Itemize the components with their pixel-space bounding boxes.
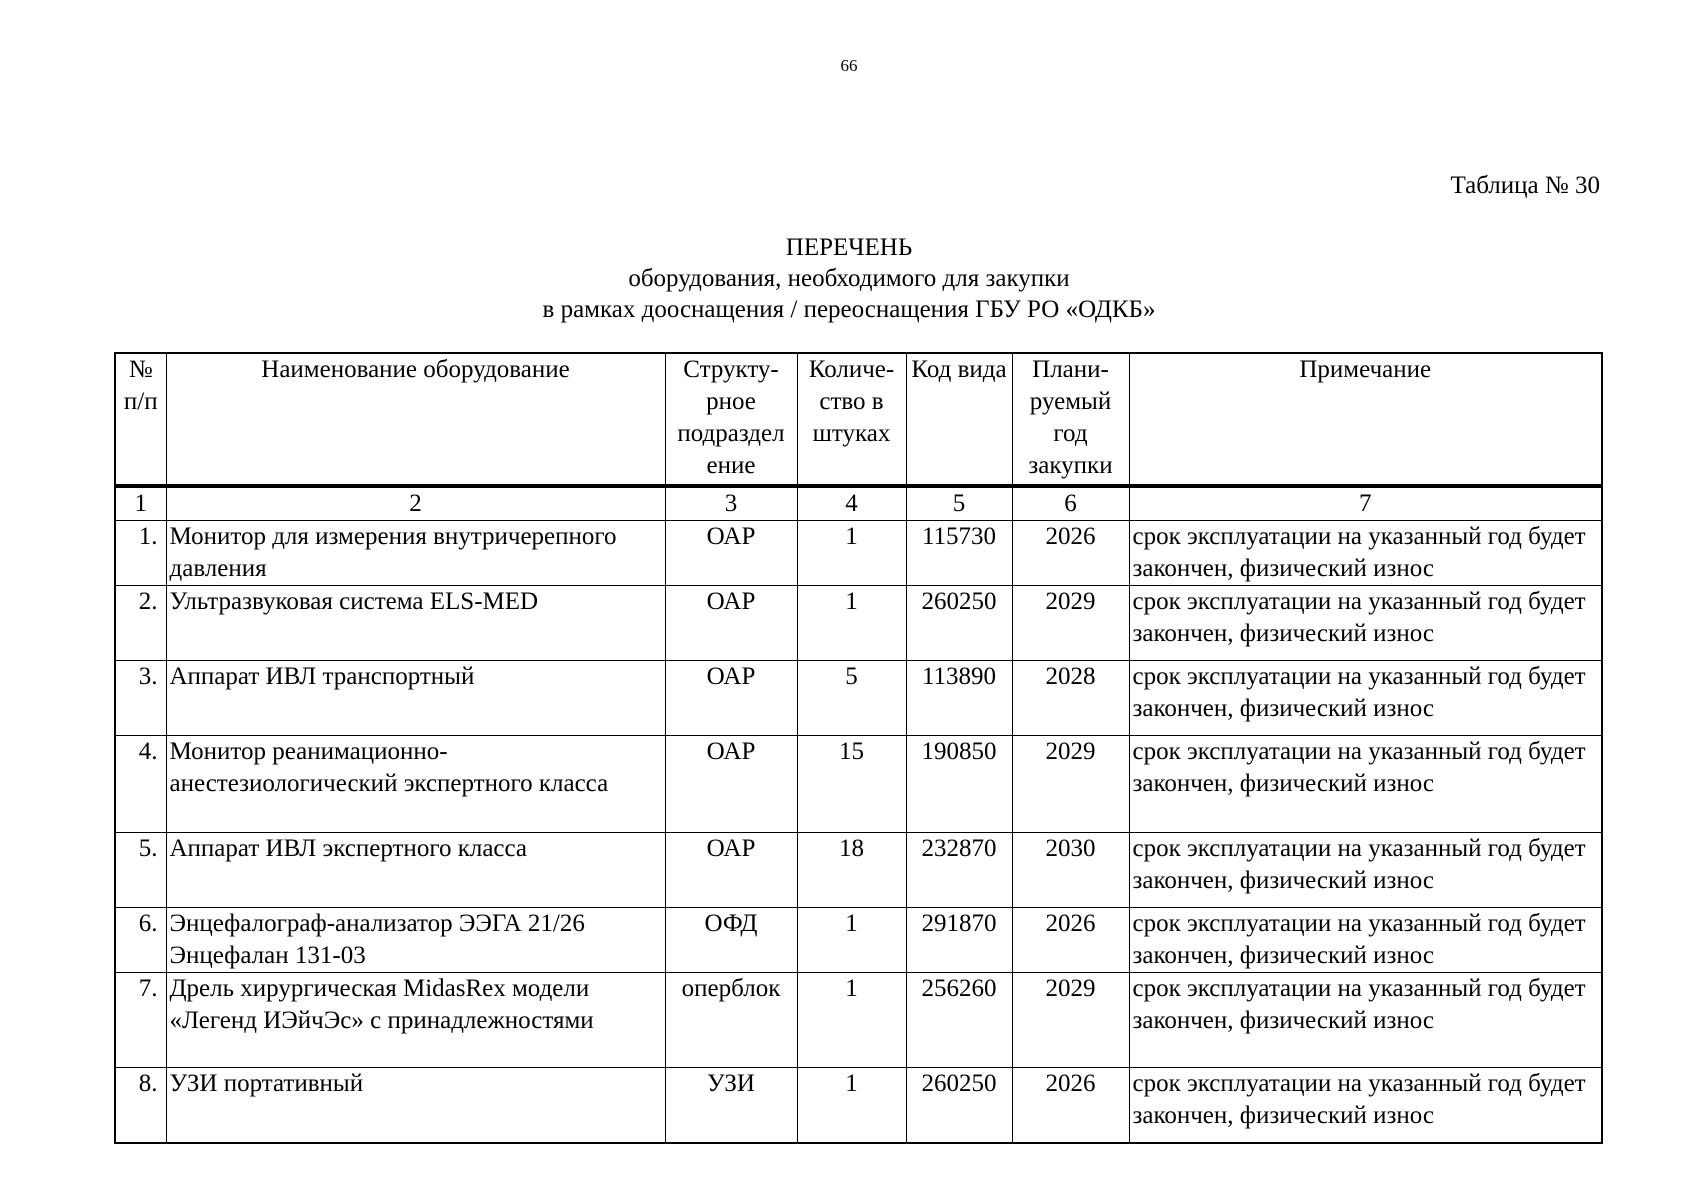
row-code: 113890: [906, 661, 1012, 736]
row-name: Ультразвуковая система ELS-MED: [166, 586, 665, 661]
column-number-row: [115, 486, 1602, 521]
row-code: 291870: [906, 908, 1012, 973]
row-note: срок эксплуатации на указанный год будет закончен, физический износ: [1129, 1068, 1602, 1144]
row-code: 260250: [906, 1068, 1012, 1144]
row-note: срок эксплуатации на указанный год будет закончен, физический износ: [1129, 908, 1602, 973]
row-name: Дрель хирургическая MidasRex модели «Легенд ИЭйчЭс» с принадлежностями: [166, 973, 665, 1068]
row-unit: ОАР: [665, 521, 797, 586]
row-unit: ОАР: [665, 661, 797, 736]
row-unit: ОАР: [665, 586, 797, 661]
row-qty: 18: [797, 833, 906, 908]
row-note: срок эксплуатации на указанный год будет закончен, физический износ: [1129, 661, 1602, 736]
row-year: 2029: [1012, 973, 1129, 1068]
row-num: 4.: [115, 736, 166, 833]
row-code: 260250: [906, 586, 1012, 661]
table-row: [115, 586, 1602, 661]
row-name: Аппарат ИВЛ транспортный: [166, 661, 665, 736]
header-code: Код вида: [906, 353, 1012, 486]
row-name: Монитор реанимационно-анестезиологический экспертного класса: [166, 736, 665, 833]
row-unit: ОАР: [665, 833, 797, 908]
row-qty: 1: [797, 521, 906, 586]
row-name: Монитор для измерения внутричерепного давления: [166, 521, 665, 586]
table-header-row: [115, 353, 1602, 486]
heading-subtitle: оборудования, необходимого для закупки: [628, 265, 1070, 292]
row-code: 256260: [906, 973, 1012, 1068]
row-code: 115730: [906, 521, 1012, 586]
equipment-table: [114, 352, 1603, 1144]
column-number: 3: [665, 486, 797, 521]
row-unit: оперблок: [665, 973, 797, 1068]
row-unit: УЗИ: [665, 1068, 797, 1144]
table-row: [115, 736, 1602, 833]
document-heading: [0, 232, 1698, 325]
row-note: срок эксплуатации на указанный год будет закончен, физический износ: [1129, 586, 1602, 661]
header-qty: Количе-ство в штуках: [797, 353, 906, 486]
column-number: 4: [797, 486, 906, 521]
row-num: 6.: [115, 908, 166, 973]
row-num: 1.: [115, 521, 166, 586]
column-number: 5: [906, 486, 1012, 521]
table-row: [115, 833, 1602, 908]
row-qty: 5: [797, 661, 906, 736]
row-code: 232870: [906, 833, 1012, 908]
row-qty: 15: [797, 736, 906, 833]
row-num: 5.: [115, 833, 166, 908]
row-year: 2026: [1012, 908, 1129, 973]
header-unit: Структу-рное подраздел ение: [665, 353, 797, 486]
column-number: 2: [166, 486, 665, 521]
row-year: 2029: [1012, 736, 1129, 833]
row-unit: ОФД: [665, 908, 797, 973]
row-qty: 1: [797, 908, 906, 973]
header-name: Наименование оборудование: [166, 353, 665, 486]
table-row: [115, 908, 1602, 973]
table-row: [115, 973, 1602, 1068]
row-qty: 1: [797, 973, 906, 1068]
row-name: Аппарат ИВЛ экспертного класса: [166, 833, 665, 908]
row-year: 2026: [1012, 521, 1129, 586]
header-year: Плани-руемый год закупки: [1012, 353, 1129, 486]
row-note: срок эксплуатации на указанный год будет закончен, физический износ: [1129, 736, 1602, 833]
row-qty: 1: [797, 586, 906, 661]
page-number: 66: [840, 56, 858, 75]
column-number: 6: [1012, 486, 1129, 521]
row-name: Энцефалограф-анализатор ЭЭГА 21/26 Энцефалан 131-03: [166, 908, 665, 973]
row-note: срок эксплуатации на указанный год будет закончен, физический износ: [1129, 973, 1602, 1068]
row-num: 7.: [115, 973, 166, 1068]
row-num: 3.: [115, 661, 166, 736]
heading-subtitle-2: в рамках дооснащения / переоснащения ГБУ РО «ОДКБ»: [542, 296, 1156, 323]
row-unit: ОАР: [665, 736, 797, 833]
row-year: 2030: [1012, 833, 1129, 908]
row-num: 2.: [115, 586, 166, 661]
row-year: 2026: [1012, 1068, 1129, 1144]
column-number: 1: [115, 486, 166, 521]
row-num: 8.: [115, 1068, 166, 1144]
heading-title: ПЕРЕЧЕНЬ: [785, 234, 913, 261]
table-label: Таблица № 30: [1450, 172, 1600, 199]
row-name: УЗИ портативный: [166, 1068, 665, 1144]
row-qty: 1: [797, 1068, 906, 1144]
table-row: [115, 521, 1602, 586]
header-note: Примечание: [1129, 353, 1602, 486]
table-row: [115, 1068, 1602, 1144]
row-note: срок эксплуатации на указанный год будет закончен, физический износ: [1129, 833, 1602, 908]
row-year: 2028: [1012, 661, 1129, 736]
row-year: 2029: [1012, 586, 1129, 661]
header-num: № п/п: [115, 353, 166, 486]
table-row: [115, 661, 1602, 736]
row-note: срок эксплуатации на указанный год будет закончен, физический износ: [1129, 521, 1602, 586]
column-number: 7: [1129, 486, 1602, 521]
row-code: 190850: [906, 736, 1012, 833]
